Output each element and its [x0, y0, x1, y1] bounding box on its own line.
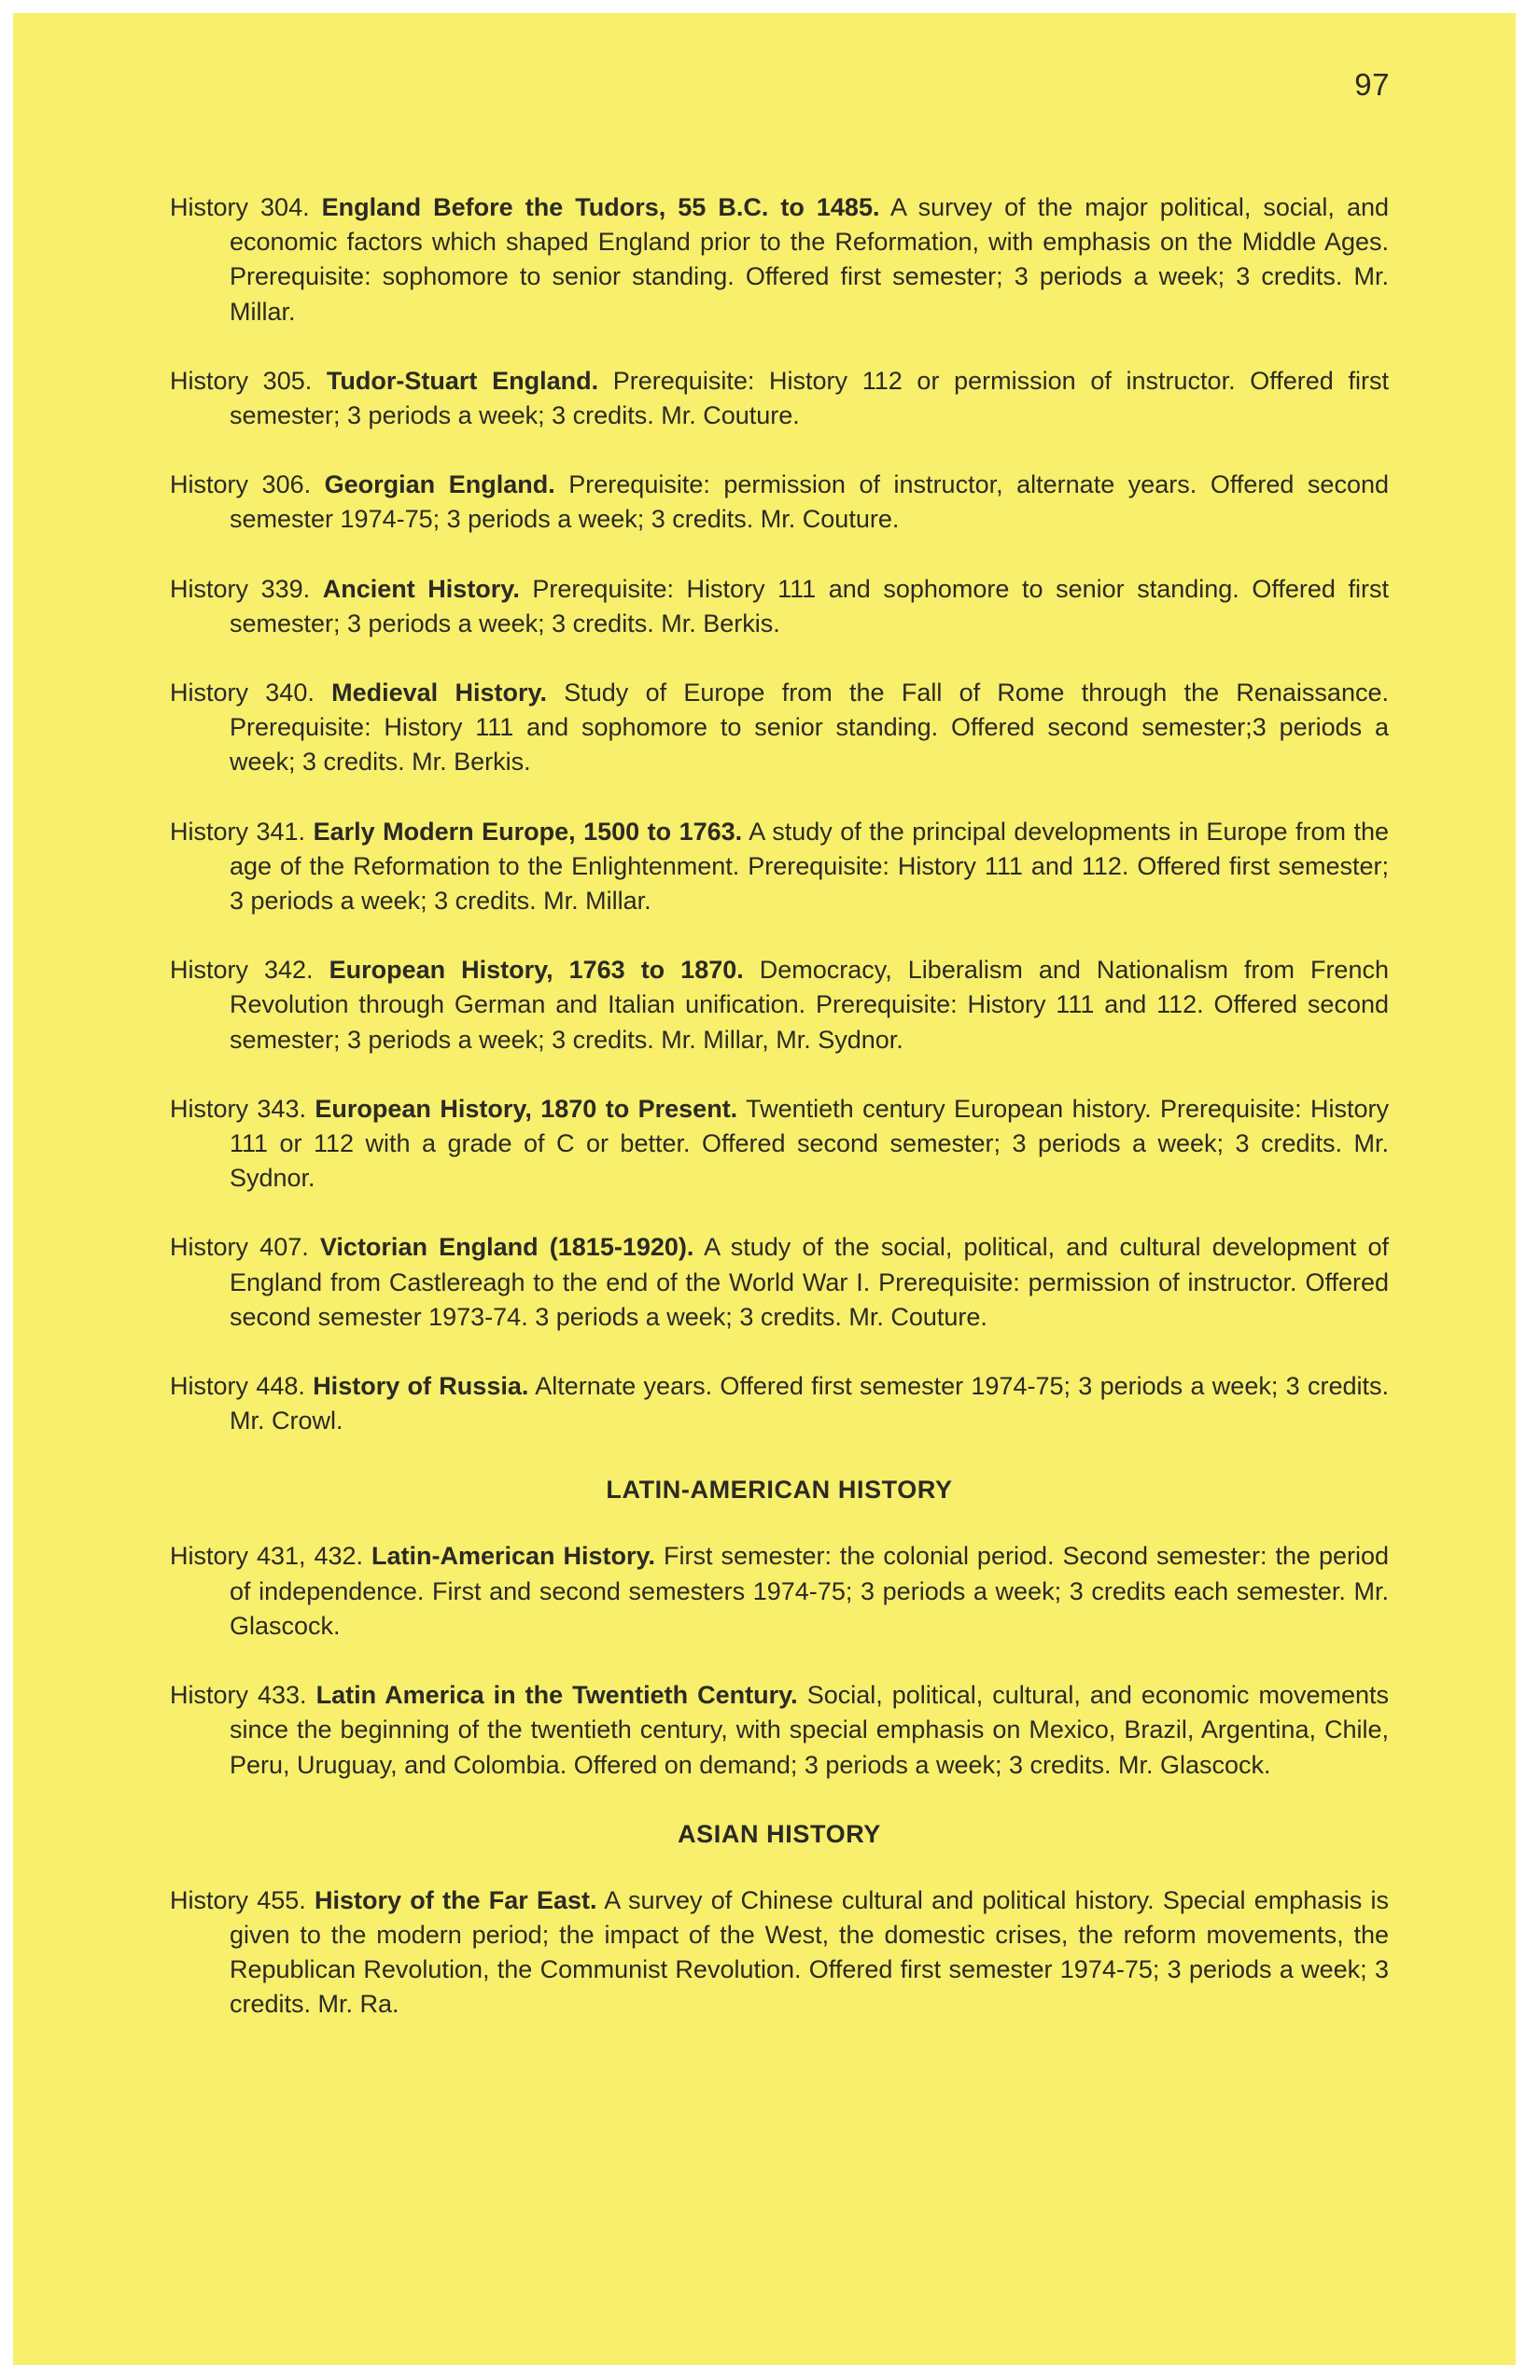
course-entry-history-431-432 [170, 1539, 1389, 1644]
course-entry-history-455 [170, 1883, 1389, 2023]
course-description: Prerequisite: History 112 or permission of instructor. Offered first semester; 3 periods a week; 3 credits. Mr. Couture. [230, 366, 1389, 430]
course-number: History 433. [170, 1681, 307, 1710]
course-number: History 306. [170, 470, 312, 499]
catalog-page [13, 13, 1516, 2365]
course-number: History 448. [170, 1372, 305, 1401]
course-number: History 340. [170, 679, 315, 707]
course-description: Study of Europe from the Fall of Rome through the Renaissance. Prerequisite: History 111 and sophomore to senior standing. Offered second semester;3 periods a week; 3 credits. Mr. Berkis. [230, 679, 1389, 777]
course-description: First semester: the colonial period. Second semester: the period of independence. First and second semesters 1974-75; 3 periods a week; 3 credits each semester. Mr. Glascock. [230, 1542, 1390, 1640]
course-number: History 305. [170, 366, 313, 395]
course-number: History 339. [170, 574, 311, 603]
course-number: History 342. [170, 956, 314, 985]
course-description: A study of the principal developments in Europe from the age of the Reformation to the Enlightenment. Prerequisite: History 111 and 112. Offered first semester; 3 periods a week; 3 credits. Mr. Millar. [230, 817, 1390, 916]
course-description: Prerequisite: History 111 and sophomore to senior standing. Offered first semester; 3 periods a week; 3 credits. Mr. Berkis. [230, 574, 1389, 637]
course-number: History 341. [170, 817, 306, 846]
course-number: History 304. [170, 193, 310, 221]
course-description: Prerequisite: permission of instructor, alternate years. Offered second semester 1974-75; 3 periods a week; 3 credits. Mr. Couture. [230, 470, 1389, 534]
course-entry-history-407 [170, 1230, 1389, 1335]
course-description: A survey of the major political, social, and economic factors which shaped England prior to the Reformation, with emphasis on the Middle Ages. Prerequisite: sophomore to senior standing. Offered first semester; 3 periods a week; 3 credits. Mr. Millar. [230, 193, 1389, 326]
course-title: Victorian England (1815-1920). [319, 1233, 694, 1262]
course-listing [170, 190, 1389, 2057]
page-number: 97 [1354, 67, 1390, 102]
course-title: European History, 1870 to Present. [315, 1094, 738, 1123]
course-title: Latin-American History. [371, 1542, 656, 1571]
course-description: Twentieth century European history. Prerequisite: History 111 or 112 with a grade of C or better. Offered second semester; 3 periods a week; 3 credits. Mr. Sydnor. [230, 1094, 1389, 1193]
course-number: History 407. [170, 1233, 309, 1262]
course-title: Latin America in the Twentieth Century. [315, 1681, 798, 1710]
course-description: Alternate years. Offered first semester 1974-75; 3 periods a week; 3 credits. Mr. Crowl. [230, 1372, 1389, 1435]
course-title: History of Russia. [313, 1372, 529, 1401]
course-number: History 431, 432. [170, 1542, 364, 1571]
course-entry-history-341 [170, 815, 1389, 919]
course-entry-history-304 [170, 190, 1389, 329]
course-entry-history-448 [170, 1369, 1389, 1438]
course-entry-history-342 [170, 953, 1389, 1057]
course-description: Social, political, cultural, and economic movements since the beginning of the twentieth century, with special emphasis on Mexico, Brazil, Argentina, Chile, Peru, Uruguay, and Colombia. Offered on demand; 3 periods a week; 3 credits. Mr. Glascock. [230, 1681, 1389, 1779]
course-entry-history-306 [170, 468, 1389, 537]
course-description: A survey of Chinese cultural and political history. Special emphasis is given to the modern period; the impact of the West, the domestic crises, the reform movements, the Republican Revolution, the Communist Revolution. Offered first semester 1974-75; 3 periods a week; 3 credits. Mr. Ra. [230, 1885, 1389, 2019]
course-entry-history-305 [170, 364, 1389, 433]
course-title: History of the Far East. [315, 1885, 597, 1914]
course-title: Medieval History. [331, 679, 547, 707]
section-heading-asian: ASIAN HISTORY [678, 1819, 881, 1848]
section-heading-latin-american: LATIN-AMERICAN HISTORY [606, 1476, 953, 1505]
course-title: Tudor-Stuart England. [326, 366, 599, 395]
course-number: History 455. [170, 1885, 306, 1914]
course-entry-history-433 [170, 1678, 1389, 1783]
course-title: Early Modern Europe, 1500 to 1763. [313, 817, 743, 846]
course-description: A study of the social, political, and cultural development of England from Castlereagh to the end of the World War I. Prerequisite: permission of instructor. Offered second semester 1973-74. 3 periods a week; 3 credits. Mr. Couture. [230, 1233, 1389, 1331]
course-number: History 343. [170, 1094, 306, 1123]
course-entry-history-340 [170, 676, 1389, 780]
course-title: Georgian England. [324, 470, 555, 499]
course-description: Democracy, Liberalism and Nationalism from French Revolution through German and Italian unification. Prerequisite: History 111 and 112. Offered second semester; 3 periods a week; 3 credits. Mr. Millar, Mr. Sydnor. [230, 956, 1389, 1054]
course-title: European History, 1763 to 1870. [329, 956, 744, 985]
course-entry-history-343 [170, 1092, 1389, 1197]
course-entry-history-339 [170, 572, 1389, 641]
course-title: England Before the Tudors, 55 B.C. to 1485. [321, 193, 880, 221]
course-title: Ancient History. [322, 574, 520, 603]
